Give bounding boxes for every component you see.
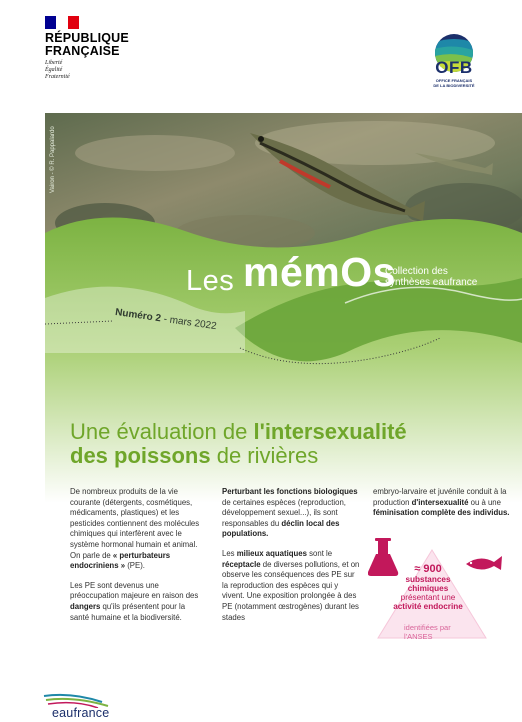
- stat-source-line1: identifiées par: [404, 623, 451, 632]
- republic-title-line2: FRANÇAISE: [45, 44, 120, 58]
- collection-line2: synthèses eaufrance: [385, 277, 478, 288]
- col1-paragraph-2: Les PE sont devenus une préoccupation majeure en raison des dangers qu'ils présentent pour la santé humaine et la biodiversité.: [70, 580, 199, 622]
- ofb-sub-line1: OFFICE FRANÇAIS: [435, 78, 473, 83]
- stat-description: [372, 575, 484, 611]
- fish-icon: [466, 556, 502, 570]
- title-part1: Une évaluation de: [70, 419, 254, 444]
- stat-source-line2: l'ANSES: [404, 632, 433, 641]
- motto-egalite: Égalité: [45, 67, 63, 73]
- republic-motto: [45, 60, 70, 81]
- title-part2: l'intersexualité: [253, 419, 407, 444]
- stat-number: ≈ 900: [414, 563, 442, 575]
- title-part4: de rivières: [210, 443, 319, 468]
- memos-logo-text: mémOs: [243, 249, 396, 295]
- text-column-3: [373, 487, 513, 528]
- dotted-curve: [45, 318, 445, 378]
- motto-fraternite: Fraternité: [45, 74, 70, 80]
- col3-paragraph-1: embryo-larvaire et juvénile conduit à la production d'intersexualité ou à une féminisation complète des individus.: [373, 487, 510, 518]
- collection-line1: Collection des: [385, 266, 448, 277]
- title-part3: des poissons: [70, 443, 211, 468]
- main-title: [70, 420, 407, 468]
- col1-paragraph-1: De nombreux produits de la vie courante (détergents, cosmétiques, médicaments, plastiques) et les pesticides contiennent des molécules chimiques qui interfèrent avec le système hormonal humain et animal. On parle de « perturbateurs endocriniens » (PE).: [70, 487, 200, 571]
- eaufrance-brand: eaufrance: [52, 706, 110, 720]
- ofb-sub-line2: DE LA BIODIVERSITÉ: [433, 83, 475, 88]
- stat-line4: activité endocrine: [393, 602, 463, 611]
- col2-paragraph-2: Les milieux aquatiques sont le réceptacle de diverses pollutions, et on observe les conséquences des PE sur la reproduction des espèces qui y vivent. Une exposition prolongée à des PE (notamment œstrogènes) durant les stades: [222, 548, 360, 622]
- text-column-1: [70, 487, 205, 632]
- collection-label: [385, 266, 477, 288]
- flask-icon: [368, 538, 398, 576]
- stat-line3: présentant une: [400, 593, 456, 602]
- republique-francaise-title: [45, 32, 129, 58]
- ofb-subtitle: [420, 78, 488, 88]
- memos-les: Les: [186, 265, 235, 297]
- col2-paragraph-1: Perturbant les fonctions biologiques de certaines espèces (reproduction, développement sexuel...), ils sont responsables du déclin local des populations.: [222, 487, 358, 539]
- republic-title-line1: RÉPUBLIQUE: [45, 31, 129, 45]
- republique-flag-icon: [45, 16, 79, 29]
- issue-date: - mars 2022: [160, 313, 218, 333]
- stat-line1: substances: [405, 575, 451, 584]
- motto-liberte: Liberté: [45, 60, 63, 66]
- text-column-2: [222, 487, 362, 632]
- stat-line2: chimiques: [407, 584, 449, 593]
- photo-credit: Vairon - © R. Pappalardo: [50, 126, 56, 193]
- ofb-logo-text: OFB: [435, 58, 473, 77]
- stat-source: [404, 623, 494, 641]
- issue-number: Numéro 2: [114, 307, 162, 325]
